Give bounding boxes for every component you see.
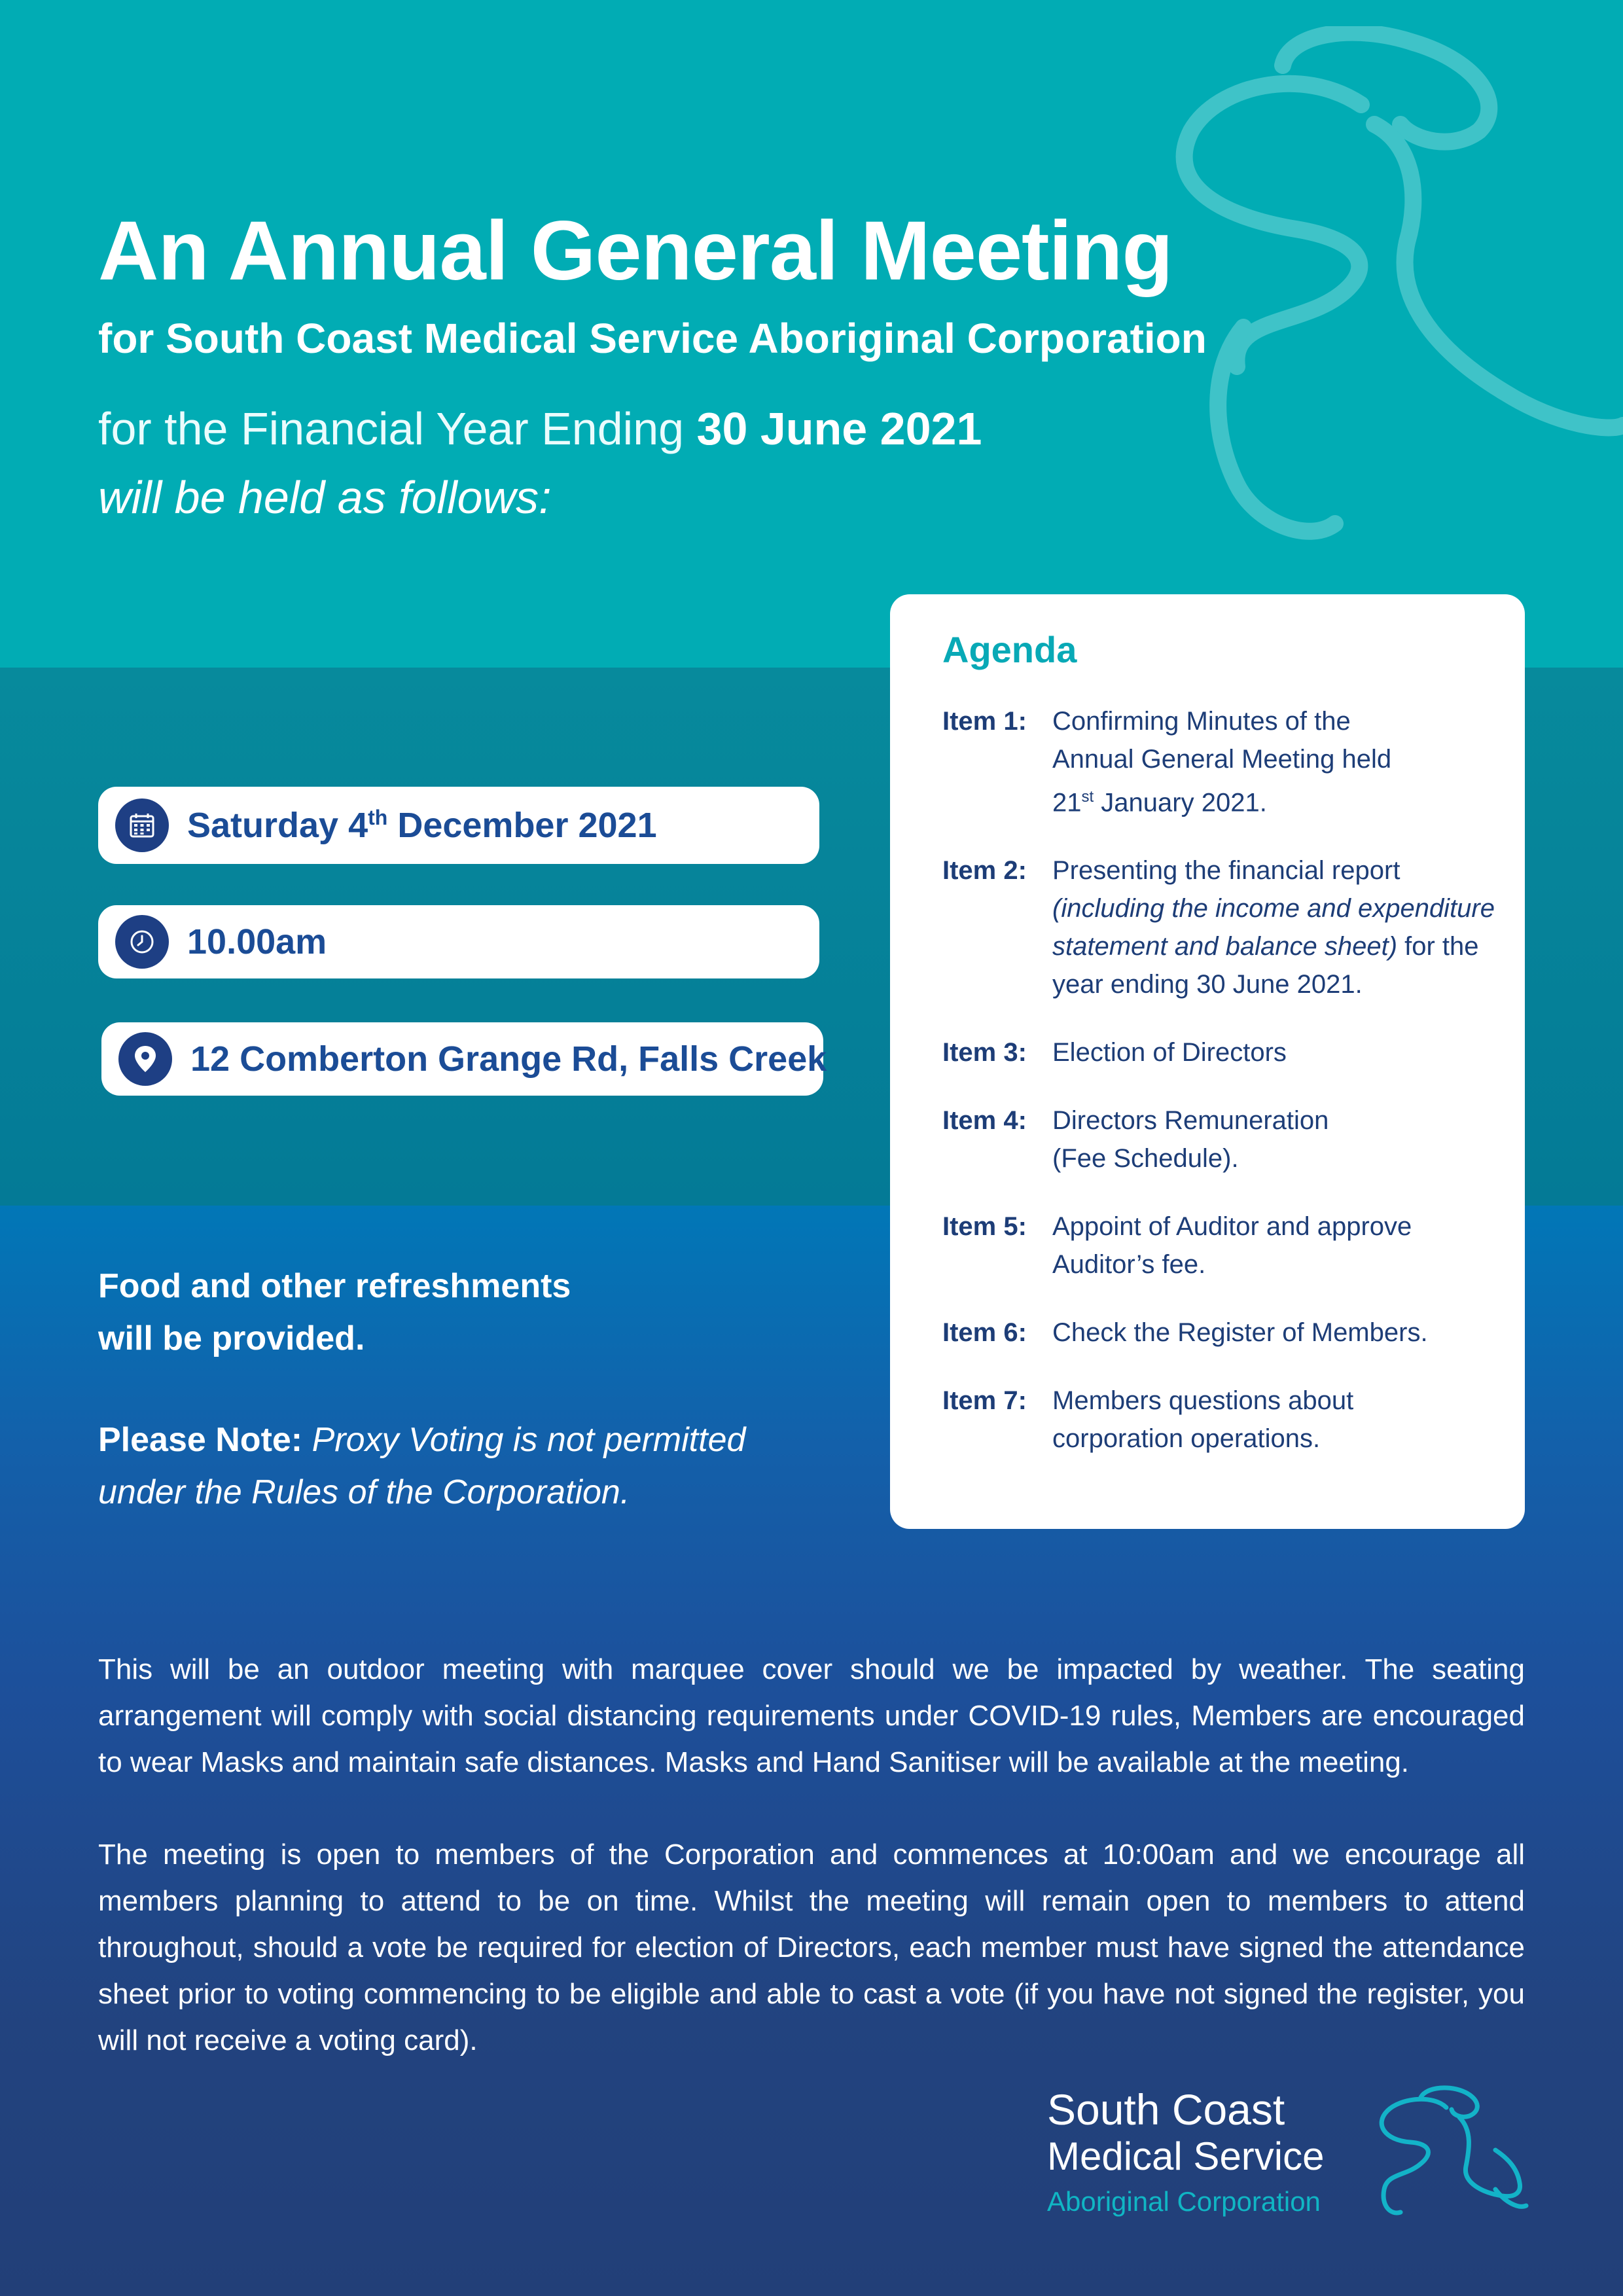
- turtle-outline-icon: [1139, 26, 1623, 563]
- agenda-item-text-part: Presenting the financial report: [1052, 856, 1400, 886]
- agenda-item-ordinal: st: [1081, 788, 1094, 806]
- refreshments-note: [98, 1260, 571, 1365]
- refreshments-line-1: Food and other refreshments: [98, 1267, 571, 1305]
- meeting-location: 12 Comberton Grange Rd, Falls Creek: [190, 1039, 827, 1079]
- agenda-item-text-part: Confirming Minutes of the Annual General Meeting held 21: [1052, 707, 1392, 817]
- location-pill: [101, 1022, 827, 1096]
- refreshments-line-2: will be provided.: [98, 1319, 365, 1357]
- financial-year-prefix: for the Financial Year Ending: [98, 403, 697, 454]
- agenda-item-5: [942, 1208, 1505, 1283]
- financial-year-line: [98, 403, 982, 455]
- time-pill: [98, 905, 819, 978]
- date-ordinal: th: [368, 806, 388, 829]
- outdoor-meeting-paragraph: This will be an outdoor meeting with marquee cover should we be impacted by weather. The seating arrangement will comply with social distancing requirements under COVID-19 rules, Members are encouraged to wear Masks and maintain safe distances. Masks and Hand Sanitiser will be available at the meeting.: [98, 1653, 1525, 1778]
- agenda-item-text: Check the Register of Members.: [1052, 1318, 1428, 1348]
- agenda-item-italic: (including the income and expenditure statement and balance sheet): [1052, 894, 1495, 961]
- agenda-item-4: [942, 1102, 1505, 1177]
- proxy-note: [98, 1414, 818, 1518]
- financial-year-date: 30 June 2021: [696, 403, 982, 454]
- agenda-item-3: [942, 1033, 1505, 1071]
- agenda-card: [890, 594, 1525, 1529]
- attendance-paragraph: The meeting is open to members of the Corporation and commences at 10:00am and we encourage all members planning to attend to be on time. Whilst the meeting will remain open to members to attend throughout, should a vote be required for election of Directors, each member must have signed the attendance sheet prior to voting commencing to be eligible and able to cast a vote (if you have not signed the register, you will not receive a voting card).: [98, 1839, 1525, 2056]
- agenda-item-label: Item 7:: [942, 1386, 1027, 1416]
- agenda-item-1: [942, 702, 1505, 821]
- agenda-item-label: Item 2:: [942, 856, 1027, 886]
- logo-line-1: South Coast: [1047, 2085, 1285, 2134]
- agenda-item-2: [942, 852, 1505, 1003]
- agenda-item-text: Directors Remuneration (Fee Schedule).: [1052, 1106, 1329, 1174]
- agenda-item-text-part: January 2021.: [1094, 788, 1267, 817]
- agenda-item-text: Election of Directors: [1052, 1038, 1287, 1067]
- agenda-item-7: [942, 1382, 1505, 1458]
- date-prefix: Saturday 4: [187, 806, 368, 845]
- meeting-date: [187, 805, 657, 846]
- organisation-logo: [1047, 2085, 1531, 2235]
- agenda-item-text-part: for the year ending 30 June 2021.: [1052, 932, 1479, 999]
- meeting-time: 10.00am: [187, 922, 327, 961]
- please-note-label: Please Note:: [98, 1421, 303, 1459]
- location-pin-icon: [118, 1032, 172, 1086]
- date-suffix: December 2021: [387, 806, 657, 845]
- agenda-item-6: [942, 1314, 1505, 1352]
- clock-icon: [115, 915, 169, 969]
- agenda-item-text: [1052, 702, 1391, 821]
- agenda-heading: Agenda: [942, 629, 1077, 670]
- agenda-item-label: Item 6:: [942, 1318, 1027, 1348]
- page-subtitle: for South Coast Medical Service Aboriginal Corporation: [98, 315, 1207, 362]
- logo-line-3: Aboriginal Corporation: [1047, 2186, 1321, 2217]
- agenda-item-text: Members questions about corporation operations.: [1052, 1386, 1354, 1454]
- agenda-item-label: Item 4:: [942, 1106, 1027, 1136]
- date-pill: [98, 787, 819, 864]
- page-title: An Annual General Meeting: [98, 204, 1173, 298]
- logo-line-2: Medical Service: [1047, 2134, 1325, 2178]
- agenda-list: [942, 702, 1505, 1488]
- agenda-item-label: Item 1:: [942, 707, 1027, 736]
- agenda-item-text: [1052, 852, 1505, 1003]
- held-as-follows: will be held as follows:: [98, 472, 552, 523]
- agenda-item-label: Item 5:: [942, 1212, 1027, 1242]
- agenda-item-label: Item 3:: [942, 1038, 1027, 1067]
- proxy-note-text: Proxy Voting is not permitted under the Rules of the Corporation.: [98, 1421, 746, 1511]
- turtle-logo-icon: [1348, 2085, 1531, 2222]
- agenda-item-text: Appoint of Auditor and approve Auditor’s fee.: [1052, 1212, 1412, 1280]
- calendar-icon: [115, 798, 169, 852]
